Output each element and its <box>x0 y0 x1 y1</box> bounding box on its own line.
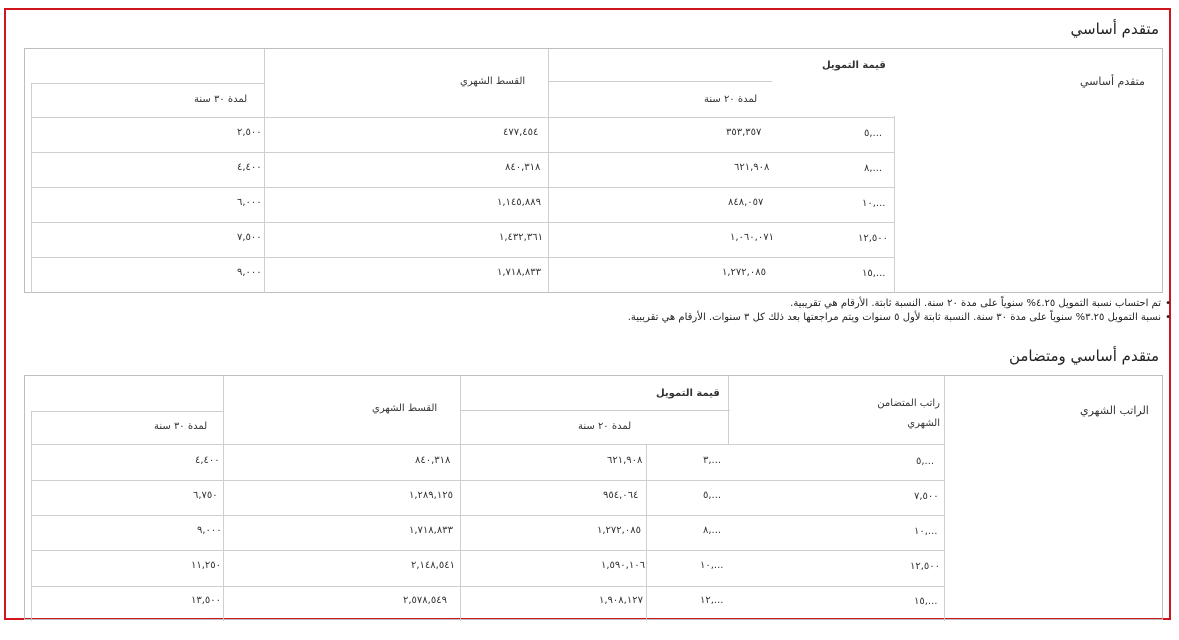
table-cell: ١,٥٩٠,١٠٦ <box>601 560 645 571</box>
table-cell: ٥,... <box>703 490 722 501</box>
table-cell: ١,٢٨٩,١٢٥ <box>409 490 453 501</box>
note-item: • نسبة التمويل ٣.٢٥% سنوياً على مدة ٣٠ سنة. النسبة ثابتة لأول ٥ سنوات ويتم مراجعتها بعد ذلك كل ٣ سنوات. الأرقام هي تقريبية. <box>627 312 1171 323</box>
table-cell: ٩٥٤,٠٦٤ <box>603 490 639 501</box>
table-cell: ٨٤٨,٠٥٧ <box>728 197 764 208</box>
table-cell: ١٥,... <box>914 596 938 607</box>
table-cell: ١٣,٥٠٠ <box>191 595 222 606</box>
table-cell: ٩,٠٠٠ <box>237 267 262 278</box>
table-cell: ٧,٥٠٠ <box>914 491 939 502</box>
table-cell: ٦٢١,٩٠٨ <box>607 455 643 466</box>
table-cell: ٩,٠٠٠ <box>197 525 222 536</box>
header-term-20: لمدة ٢٠ سنة <box>704 94 758 105</box>
table-cell: ١,٢٧٢,٠٨٥ <box>597 525 641 536</box>
table-basic <box>24 48 1163 293</box>
table-cell: ٨,... <box>703 525 722 536</box>
table-cell: ١٠,... <box>700 560 724 571</box>
table-cell: ٨,... <box>864 163 883 174</box>
table-cell: ٦,٧٥٠ <box>193 490 218 501</box>
table-cell: ٣,... <box>703 455 722 466</box>
table-cell: ٣٥٣,٣٥٧ <box>726 127 762 138</box>
table-cell: ١١,٢٥٠ <box>191 560 222 571</box>
table-cell: ٨٤٠,٣١٨ <box>505 162 541 173</box>
section-title-cosigner: متقدم أساسي ومتضامن <box>1008 347 1159 365</box>
header-financing-value: قيمة التمويل <box>822 60 886 71</box>
header-term-30: لمدة ٣٠ سنة <box>194 94 248 105</box>
table-cell: ١,٠٦٠,٠٧١ <box>730 232 774 243</box>
table-cell: ٢,٥٠٠ <box>237 127 262 138</box>
table-cell: ٤,٤٠٠ <box>237 162 262 173</box>
table-cell: ٢,٥٧٨,٥٤٩ <box>403 595 447 606</box>
table-cell: ١,٤٣٢,٣٦١ <box>499 232 543 243</box>
table-cell: ٤,٤٠٠ <box>195 455 220 466</box>
table-cell: ١٠,... <box>862 198 886 209</box>
header-term-30-2: لمدة ٣٠ سنة <box>154 421 208 432</box>
table-cell: ١٢,٥٠٠ <box>858 233 889 244</box>
table-cell: ١,١٤٥,٨٨٩ <box>497 197 541 208</box>
header-monthly-installment: القسط الشهري <box>460 76 526 87</box>
table-cell: ١,٩٠٨,١٢٧ <box>599 595 643 606</box>
header-monthly-installment-2: القسط الشهري <box>372 403 438 414</box>
table-cell: ١,٧١٨,٨٣٣ <box>497 267 541 278</box>
table-cell: ١٢,... <box>700 595 724 606</box>
note-item: • تم احتساب نسبة التمويل ٤.٢٥% سنوياً على مدة ٢٠ سنة. النسبة ثابتة. الأرقام هي تقريبية. <box>790 298 1171 309</box>
table-cell: ١٠,... <box>914 526 938 537</box>
table-cell: ٤٧٧,٤٥٤ <box>503 127 539 138</box>
table-cell: ١٢,٥٠٠ <box>910 561 941 572</box>
header-cosigner-salary: راتب المتضامن الشهري <box>877 398 940 429</box>
table-cell: ٦,٠٠٠ <box>237 197 262 208</box>
table-cell: ٥,... <box>864 128 883 139</box>
table-cell: ١,٧١٨,٨٣٣ <box>409 525 453 536</box>
table-cell: ٨٤٠,٣١٨ <box>415 455 451 466</box>
row-header-monthly-salary: الراتب الشهري <box>1080 404 1149 417</box>
table-cell: ٦٢١,٩٠٨ <box>734 162 770 173</box>
header-financing-value-2: قيمة التمويل <box>656 388 720 399</box>
header-term-20-2: لمدة ٢٠ سنة <box>578 421 632 432</box>
section-title-basic: متقدم أساسي <box>1070 20 1159 38</box>
table-cell: ٢,١٤٨,٥٤١ <box>411 560 455 571</box>
table-cell: ١٥,... <box>862 268 886 279</box>
table-cell: ٥,... <box>916 456 935 467</box>
row-header-basic: متقدم أساسي <box>1080 75 1145 88</box>
notes-list <box>627 298 1171 326</box>
table-cell: ١,٢٧٢,٠٨٥ <box>722 267 766 278</box>
table-cell: ٧,٥٠٠ <box>237 232 262 243</box>
